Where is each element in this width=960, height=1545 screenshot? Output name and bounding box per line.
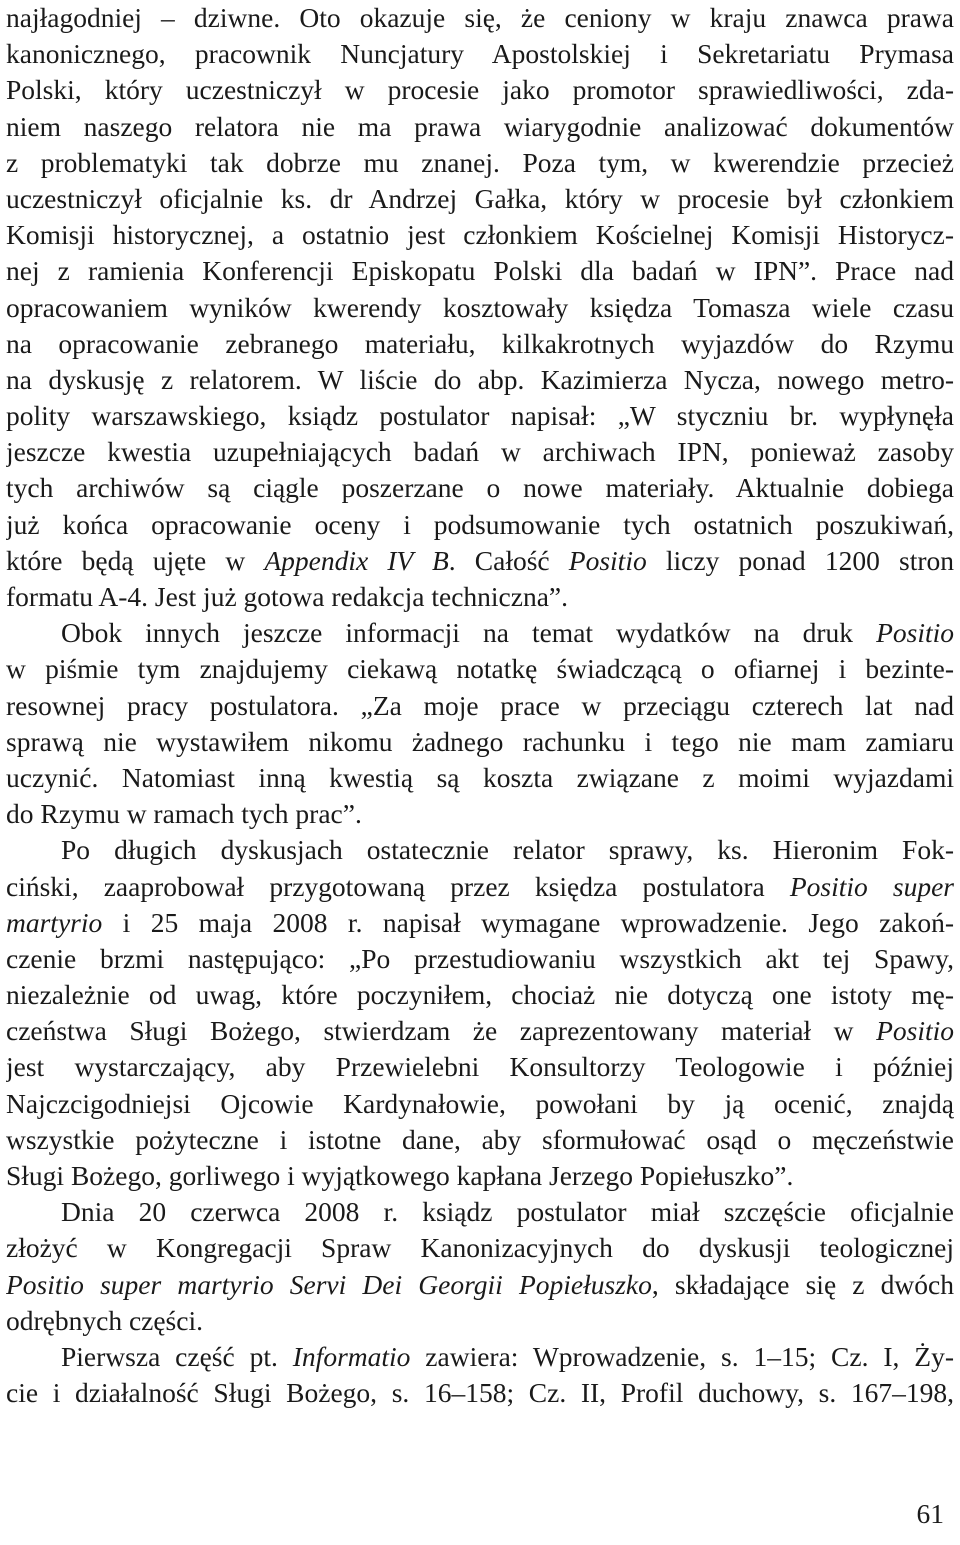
text-line: do Rzymu w ramach tych prac”. bbox=[6, 798, 362, 830]
text-run: czeństwa Sługi Bożego, stwierdzam że zaprezentowany materiał w bbox=[6, 1015, 877, 1047]
text-run: Obok innych jeszcze informacji na temat wydatków na druk bbox=[61, 617, 877, 649]
italic-text: martyrio bbox=[6, 906, 103, 938]
text-line: najłagodniej – dziwne. Oto okazuje się, że ceniony w kraju znawca prawa bbox=[6, 2, 954, 33]
paragraph bbox=[6, 1339, 954, 1411]
text-line: Najczcigodniejsi Ojcowie Kardynałowie, powołani by ją ocenić, znajdą bbox=[6, 1087, 954, 1119]
text-run: Pierwsza część pt. bbox=[61, 1340, 293, 1372]
text-line: opracowaniem wyników kwerendy kosztowały księdza Tomasza wiele czasu bbox=[6, 291, 954, 323]
italic-text: Appendix IV B bbox=[264, 544, 449, 576]
text-line: niezależnie od uwag, które poczyniłem, chociaż nie dotyczą one istoty mę- bbox=[6, 979, 954, 1011]
text-line: wszystkie pożyteczne i istotne dane, aby sformułować osąd o męczeństwie bbox=[6, 1123, 954, 1155]
text-run: i 25 maja 2008 r. napisał wymagane wprowadzenie. Jego zakoń- bbox=[102, 906, 954, 938]
text-line: tych archiwów są ciągle poszerzane o nowe materiały. Aktualnie dobiega bbox=[6, 472, 954, 504]
text-run: które będą ujęte w bbox=[6, 544, 265, 576]
italic-text: Informatio bbox=[292, 1340, 411, 1372]
paragraph bbox=[6, 1194, 954, 1339]
text-line bbox=[6, 543, 954, 579]
text-line: Polski, który uczestniczył w procesie jako promotor sprawiedliwości, zda- bbox=[6, 74, 954, 106]
text-line: formatu A-4. Jest już gotowa redakcja techniczna”. bbox=[6, 581, 568, 612]
text-line: Po długich dyskusjach ostatecznie relator sprawy, ks. Hieronim Fok- bbox=[61, 834, 954, 866]
paragraph bbox=[6, 615, 954, 832]
text-line: w piśmie tym znajdujemy ciekawą notatkę świadczącą o ofiarnej i bezinte- bbox=[6, 653, 954, 685]
text-line: jest wystarczający, aby Przewielebni Konsultorzy Teologowie i później bbox=[6, 1051, 954, 1083]
text-line bbox=[6, 1013, 954, 1049]
text-line: sprawą nie wystawiłem nikomu żadnego rachunku i tego nie mam zamiaru bbox=[6, 725, 954, 757]
text-line: polity warszawskiego, ksiądz postulator napisał: „W styczniu br. wypłynęła bbox=[6, 400, 954, 432]
text-line: odrębnych części. bbox=[6, 1304, 203, 1336]
italic-text: Positio bbox=[876, 1015, 954, 1047]
text-run: liczy ponad 1200 stron bbox=[646, 544, 954, 576]
text-run: . Całość bbox=[448, 544, 569, 576]
text-line bbox=[6, 869, 954, 905]
text-line bbox=[6, 1267, 954, 1303]
text-line: Dnia 20 czerwca 2008 r. ksiądz postulator miał szczęście oficjalnie bbox=[61, 1196, 954, 1228]
text-line: jeszcze kwestia uzupełniających badań w archiwach IPN, ponieważ zasoby bbox=[6, 436, 954, 468]
text-line: na opracowanie zebranego materiału, kilkakrotnych wyjazdów do Rzymu bbox=[6, 327, 954, 359]
text-line: uczynić. Natomiast inną kwestią są koszta związane z moimi wyjazdami bbox=[6, 761, 954, 793]
text-run: ciński, zaaprobował przygotowaną przez księdza postulatora bbox=[6, 870, 790, 902]
text-line: resownej pracy postulatora. „Za moje prace w przeciągu czterech lat nad bbox=[6, 689, 954, 721]
italic-text: Positio super bbox=[789, 870, 954, 902]
italic-text: Positio bbox=[568, 544, 647, 576]
text-line: nej z ramienia Konferencji Episkopatu Polski dla badań w IPN”. Prace nad bbox=[6, 255, 954, 287]
document-page bbox=[6, 0, 954, 1545]
paragraph bbox=[6, 0, 954, 615]
text-line: niem naszego relatora nie ma prawa wiarygodnie analizować dokumentów bbox=[6, 110, 954, 142]
text-line: cie i działalność Sługi Bożego, s. 16–158; Cz. II, Profil duchowy, s. 167–198, bbox=[6, 1377, 954, 1409]
text-line: kanonicznego, pracownik Nuncjatury Apostolskiej i Sekretariatu Prymasa bbox=[6, 38, 954, 70]
italic-text: Positio super martyrio Servi Dei Georgii Popiełuszko bbox=[6, 1268, 652, 1300]
text-line: czenie brzmi następująco: „Po przestudiowaniu wszystkich akt tej Spawy, bbox=[6, 942, 954, 974]
text-line: uczestniczył oficjalnie ks. dr Andrzej Gałka, który w procesie był członkiem bbox=[6, 182, 954, 214]
text-line: już końca opracowanie oceny i podsumowanie tych ostatnich poszukiwań, bbox=[6, 508, 954, 540]
text-line: złożyć w Kongregacji Spraw Kanonizacyjnych do dyskusji teologicznej bbox=[6, 1232, 954, 1264]
text-line: Sługi Bożego, gorliwego i wyjątkowego kapłana Jerzego Popiełuszko”. bbox=[6, 1160, 794, 1191]
text-run: , składające się z dwóch bbox=[651, 1268, 954, 1300]
text-line bbox=[6, 1339, 954, 1375]
text-run: zawiera: Wprowadzenie, s. 1–15; Cz. I, Ży- bbox=[410, 1340, 954, 1372]
text-line: Komisji historycznej, a ostatnio jest członkiem Kościelnej Komisji Historycz- bbox=[6, 219, 954, 251]
text-line bbox=[6, 615, 954, 651]
paragraph bbox=[6, 832, 954, 1194]
text-line bbox=[6, 905, 954, 941]
body-text bbox=[6, 0, 954, 1411]
italic-text: Positio bbox=[876, 617, 954, 649]
text-line: na dyskusję z relatorem. W liście do abp. Kazimierza Nycza, nowego metro- bbox=[6, 363, 954, 395]
text-line: z problematyki tak dobrze mu znanej. Poza tym, w kwerendzie przecież bbox=[6, 146, 954, 178]
page-number: 61 bbox=[916, 1498, 944, 1529]
